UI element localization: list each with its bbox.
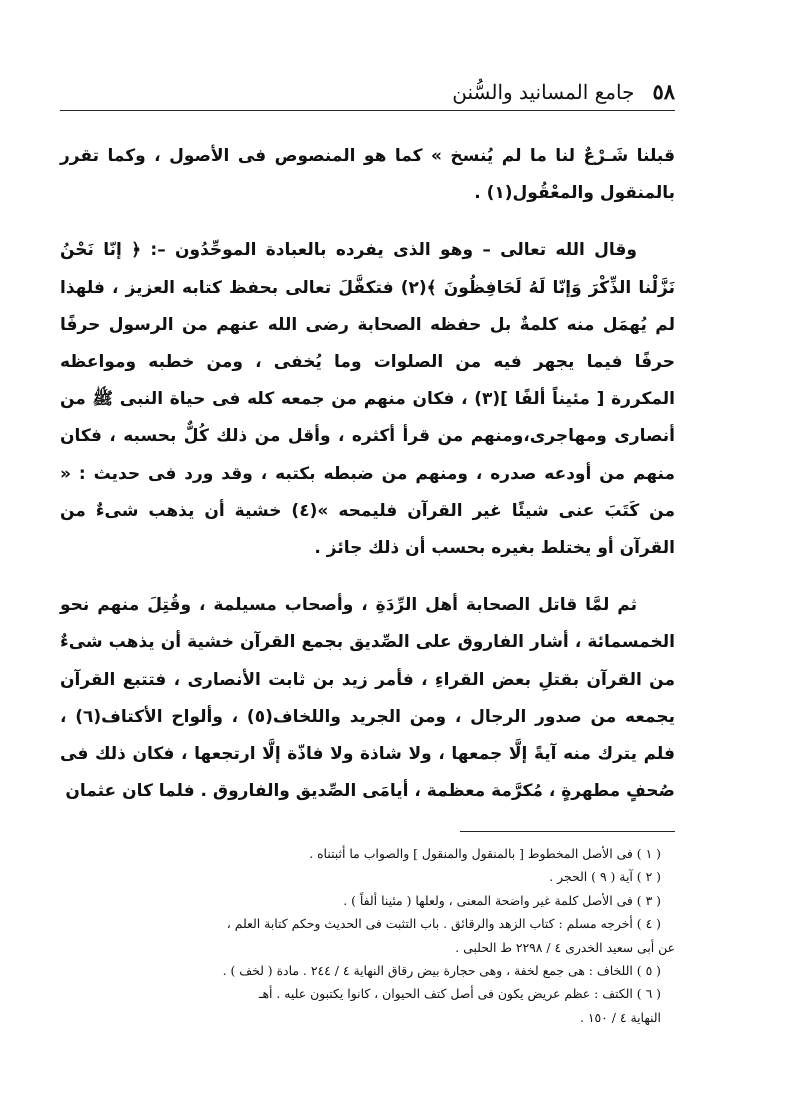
header-divider <box>60 110 675 111</box>
paragraph: وقال الله تعالى – وهو الذى يفرده بالعبادة الموحِّدُون –: ﴿ إنّا نَحْنُ نَزَّلْنا الذِّكْرَ وَإنّا لَهُ لَحَافِظُونَ ﴾(٢) فتكفَّلَ تعالى بحفظ كتابه العزيز ، فلهذا لم يُهمَل منه كلمةٌ بل حفظه الصحابة رضى الله عنهم من الرسول حرفًا حرفًا فيما يجهر فيه من الصلوات وما يُخفى ، ومن خطبه ومواعظه المكررة [ مئيناً ألفًا ](٣) ، فكان منهم من جمعه كله فى حياة النبى ﷺ من أنصارى ومهاجرى،ومنهم من قرأ أكثره ، وأقل من ذلك كُلٌّ بحسبه ، فكان منهم من أودعه صدره ، ومنهم من ضبطه بكتبه ، وقد ورد فى حديث : « من كَتَبَ عنى شيئًا غير القرآن فليمحه »(٤) خشية أن يذهب شىءٌ من القرآن أو يختلط بغيره بحسب أن ذلك جائز . <box>60 240 675 559</box>
footnote: ( ٥ ) اللخاف : هى جمع لخفة ، وهى حجارة بيض رقاق النهاية ٤ / ٢٤٤ . مادة ( لخف ) . <box>222 963 661 979</box>
footnote-continuation: النهاية ٤ / ١٥٠ . <box>579 1009 661 1025</box>
footnote-divider <box>460 831 675 832</box>
footnote-continuation: عن أبى سعيد الخدرى ٤ / ٢٢٩٨ ط الحلبى . <box>455 939 675 955</box>
footnote: ( ٣ ) فى الأصل كلمة غير واضحة المعنى ، ولعلها ( مئينا ألفاً ) . <box>343 892 661 908</box>
footnotes <box>60 842 675 1029</box>
footnote: ( ٤ ) أخرجه مسلم : كتاب الزهد والرقائق . باب التثبت فى الحديث وحكم كتابة العلم ، <box>226 916 661 932</box>
footnote: ( ٢ ) آية ( ٩ ) الحجر . <box>549 869 661 885</box>
main-text <box>60 138 675 810</box>
footnote: ( ٦ ) الكتف : عظم عريض يكون فى أصل كتف الحيوان ، كانوا يكتبون عليه . أهـ <box>258 986 661 1002</box>
paragraph: ثم لمَّا قاتل الصحابة أهل الرِّدَةِ ، وأصحاب مسيلمة ، وقُتِلَ منهم نحو الخمسمائة ، أشار الفاروق على الصِّديق بجمع القرآن خشية أن يذهب شىءٌ من القرآن بقتلِ بعض القراءِ ، فأمر زيد بن ثابت الأنصارى ، فتتبع القرآن يجمعه من صدور الرجال ، ومن الجريد واللخاف(٥) ، وألواح الأكتاف(٦) ، فلم يترك منه آيةً إلَّا جمعها ، ولا شاذة ولا فاذّة إلَّا ارتجعها ، فكان ذلك فى صُحفٍ مطهرةٍ ، مُكرَّمة معظمة ، أيامَى الصِّديق والفاروق . فلما كان عثمان <box>60 595 675 802</box>
footnote: ( ١ ) فى الأصل المخطوط [ بالمنقول والمنقول ] والصواب ما أثبتناه . <box>309 846 661 861</box>
paragraph: قبلنا شَـرْعٌ لنا ما لم يُنسخ » كما هو المنصوص فى الأصول ، وكما تقرر بالمنقول والمعْقُول(١) . <box>60 146 675 204</box>
book-title: جامع المسانيد والسُّنن <box>452 80 635 104</box>
page-number: ٥٨ <box>652 79 675 104</box>
running-header <box>60 68 675 104</box>
